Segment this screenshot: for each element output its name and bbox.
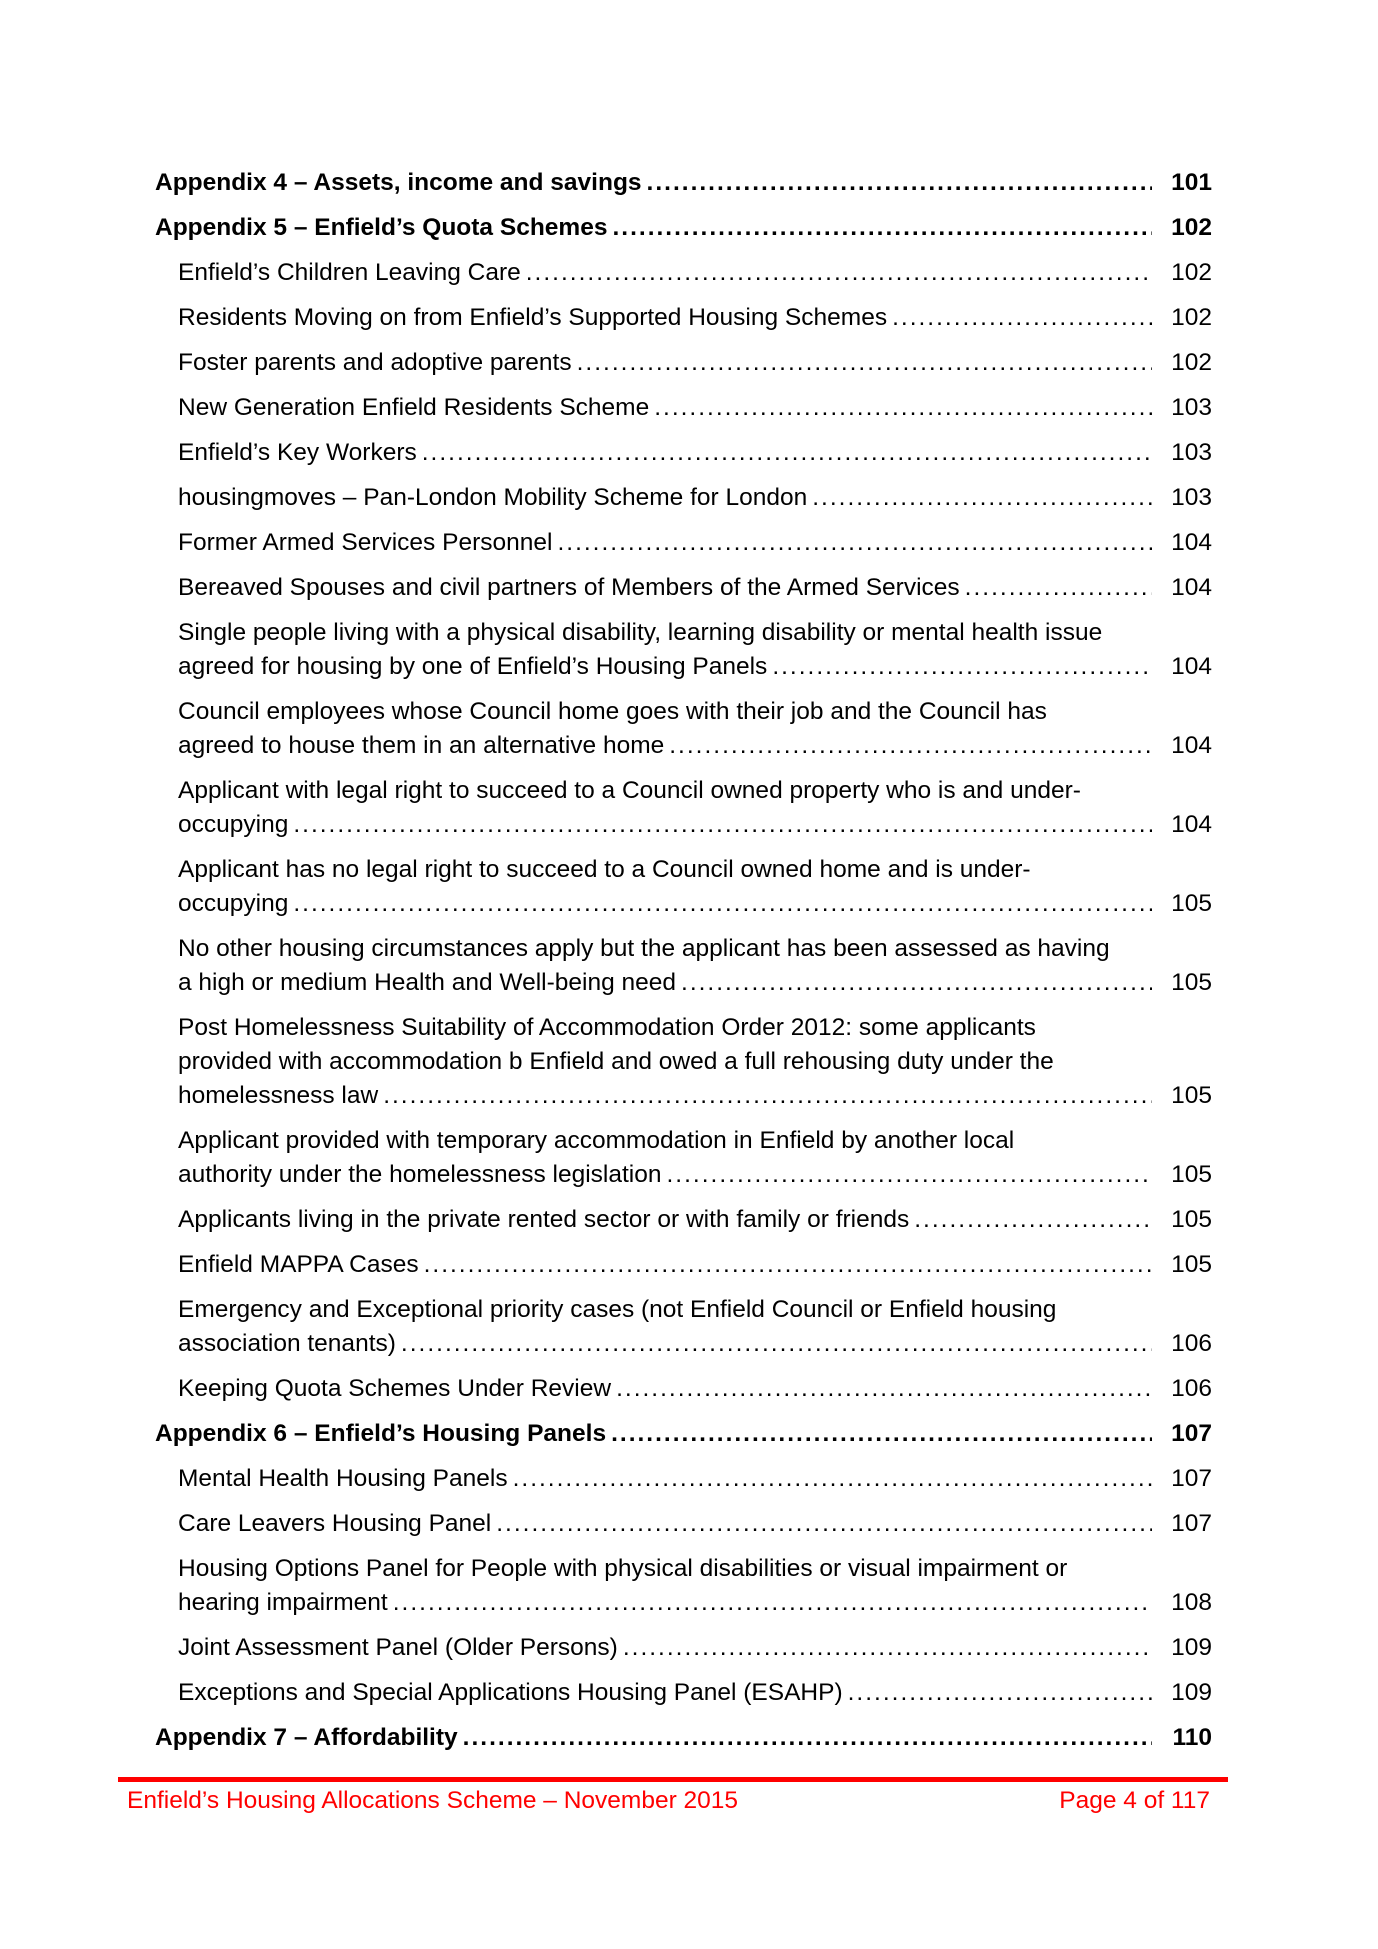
toc-page-number: 107 [1152,1507,1212,1541]
toc-entry [155,391,1212,425]
toc-entry [155,1462,1212,1496]
toc-entry-title: Enfield’s Children Leaving Care ..... [178,256,1112,290]
toc-page-number: 105 [1152,887,1212,921]
toc-entry [155,1631,1212,1665]
toc-entry [155,774,1212,842]
toc-entry-title: Enfield MAPPA Cases ..... [178,1248,1112,1282]
toc-entry [155,932,1212,1000]
toc-entry [155,436,1212,470]
toc-page-number: 104 [1152,729,1212,763]
toc-entry-title: Exceptions and Special Applications Housing Panel (ESAHP) ..... [178,1676,1112,1710]
toc-entry-title: New Generation Enfield Residents Scheme ..... [178,391,1112,425]
toc-page-number: 102 [1152,211,1212,245]
toc-entry [155,1676,1212,1710]
toc-page-number: 102 [1152,256,1212,290]
toc-entry-title: Applicant with legal right to succeed to a Council owned property who is and under-occupying ..... [178,774,1112,842]
toc-page-number: 107 [1152,1462,1212,1496]
toc-entry [155,1248,1212,1282]
toc-entry-title: Foster parents and adoptive parents ..... [178,346,1112,380]
toc-page-number: 105 [1152,1203,1212,1237]
toc-page-number: 102 [1152,301,1212,335]
toc-entry-title: Housing Options Panel for People with physical disabilities or visual impairment or hearing impairment ..... [178,1552,1112,1620]
toc-entry-title: Bereaved Spouses and civil partners of Members of the Armed Services ..... [178,571,1112,605]
toc-entry-title: Appendix 6 – Enfield’s Housing Panels ..... [155,1417,1112,1451]
toc-page-number: 105 [1152,966,1212,1000]
toc-entry-title: Appendix 5 – Enfield’s Quota Schemes ..... [155,211,1112,245]
toc-entry [155,346,1212,380]
toc-page-number: 101 [1152,166,1212,200]
toc-entry-title: Appendix 4 – Assets, income and savings ..... [155,166,1112,200]
toc-entry [155,481,1212,515]
toc-entry [155,695,1212,763]
toc-entry [155,1203,1212,1237]
toc-page-number: 104 [1152,650,1212,684]
toc-entry-title: Applicants living in the private rented sector or with family or friends ..... [178,1203,1112,1237]
toc-entry-title: Care Leavers Housing Panel ..... [178,1507,1112,1541]
toc-entry [155,256,1212,290]
toc-page-number: 102 [1152,346,1212,380]
toc-entry-title: housingmoves – Pan-London Mobility Scheme for London ..... [178,481,1112,515]
toc-page-number: 105 [1152,1248,1212,1282]
toc-page-number: 106 [1152,1372,1212,1406]
toc-entry-title: Former Armed Services Personnel ..... [178,526,1112,560]
toc-entry-title: Emergency and Exceptional priority cases (not Enfield Council or Enfield housing association tenants) ..... [178,1293,1112,1361]
toc-page-number: 109 [1152,1631,1212,1665]
toc-page-number: 104 [1152,808,1212,842]
toc-entry [155,211,1212,245]
toc-page-number: 103 [1152,436,1212,470]
toc-page-number: 108 [1152,1586,1212,1620]
toc-page-number: 104 [1152,571,1212,605]
toc-entry-title: Enfield’s Key Workers ..... [178,436,1112,470]
toc-page-number: 106 [1152,1327,1212,1361]
toc-entry-title: Mental Health Housing Panels ..... [178,1462,1112,1496]
footer-rule [118,1777,1228,1782]
toc-entry [155,1552,1212,1620]
toc-page-number: 110 [1152,1721,1212,1755]
toc-entry-title: Post Homelessness Suitability of Accommodation Order 2012: some applicants provided with accommodation b Enfield and owed a full rehousing duty under the homelessness law ..... [178,1011,1112,1113]
toc-page-number: 107 [1152,1417,1212,1451]
footer-page-indicator: Page 4 of 117 [1059,1787,1210,1814]
toc-entry-title: Single people living with a physical disability, learning disability or mental health issue agreed for housing by one of Enfield’s Housing Panels ..... [178,616,1112,684]
toc-entry [155,301,1212,335]
toc-entry [155,1011,1212,1113]
toc-entry [155,1293,1212,1361]
toc-entry [155,571,1212,605]
toc-entry [155,1507,1212,1541]
toc-entry-title: Joint Assessment Panel (Older Persons) ..... [178,1631,1112,1665]
toc-entry [155,616,1212,684]
toc-entry [155,1372,1212,1406]
toc-page-number: 103 [1152,391,1212,425]
toc-entry-title: No other housing circumstances apply but the applicant has been assessed as having a high or medium Health and Well-being need ..... [178,932,1112,1000]
toc-entry [155,1417,1212,1451]
toc-entry-title: Residents Moving on from Enfield’s Supported Housing Schemes ..... [178,301,1112,335]
toc-entry [155,853,1212,921]
toc-page-number: 109 [1152,1676,1212,1710]
toc-page-number: 103 [1152,481,1212,515]
toc-entry [155,526,1212,560]
toc-entry-title: Appendix 7 – Affordability ..... [155,1721,1112,1755]
footer-document-title: Enfield’s Housing Allocations Scheme – November 2015 [127,1787,739,1814]
table-of-contents [155,166,1212,1766]
toc-entry-title: Council employees whose Council home goes with their job and the Council has agreed to house them in an alternative home ..... [178,695,1112,763]
toc-entry-title: Keeping Quota Schemes Under Review ..... [178,1372,1112,1406]
toc-page-number: 105 [1152,1079,1212,1113]
toc-page-number: 104 [1152,526,1212,560]
toc-page-number: 105 [1152,1158,1212,1192]
toc-entry-title: Applicant has no legal right to succeed to a Council owned home and is under-occupying ..... [178,853,1112,921]
toc-entry [155,1124,1212,1192]
footer [127,1786,1210,1816]
toc-entry [155,1721,1212,1755]
toc-entry-title: Applicant provided with temporary accommodation in Enfield by another local authority under the homelessness legislation ..... [178,1124,1112,1192]
toc-entry [155,166,1212,200]
